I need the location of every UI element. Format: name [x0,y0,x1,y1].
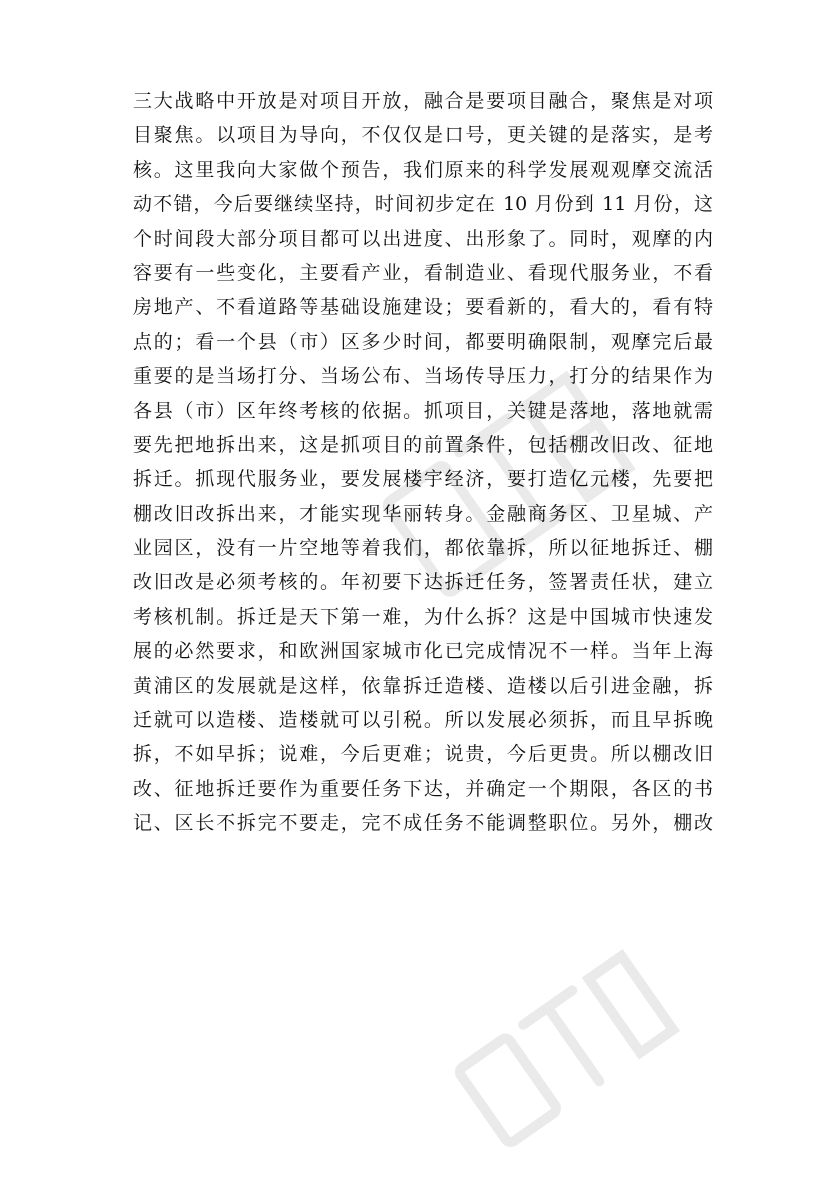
paragraph-line: 动不错，今后要继续坚持，时间初步定在 10 月份到 11 月份，这 [133,193,713,216]
paragraph-line: 重要的是当场打分、当场公布、当场传导压力，打分的结果作为 [133,365,713,388]
paragraph-line: 业园区，没有一片空地等着我们，都依靠拆，所以征地拆迁、棚 [133,537,713,560]
paragraph-line: 拆迁。抓现代服务业，要发展楼宇经济，要打造亿元楼，先要把 [133,468,713,491]
paragraph-line: 容要有一些变化，主要看产业，看制造业、看现代服务业，不看 [133,261,713,284]
paragraph-line: 改旧改是必须考核的。年初要下达拆迁任务，签署责任状，建立 [133,571,713,594]
paragraph-line: 点的；看一个县（市）区多少时间，都要明确限制，观摩完后最 [133,330,713,353]
paragraph-line: 展的必然要求，和欧洲国家城市化已完成情况不一样。当年上海 [133,640,713,663]
paragraph-line: 改、征地拆迁要作为重要任务下达，并确定一个期限，各区的书 [133,777,713,800]
paragraph-line: 考核机制。拆迁是天下第一难，为什么拆？这是中国城市快速发 [133,605,713,628]
paragraph-line: 个时间段大部分项目都可以出进度、出形象了。同时，观摩的内 [133,227,713,250]
paragraph-line: 迁就可以造楼、造楼就可以引税。所以发展必须拆，而且早拆晚 [133,709,713,732]
paragraph-line: 拆，不如早拆；说难，今后更难；说贵，今后更贵。所以棚改旧 [133,743,713,766]
paragraph-line: 房地产、不看道路等基础设施建设；要看新的，看大的，看有特 [133,296,713,319]
paragraph-line: 目聚焦。以项目为导向，不仅仅是口号，更关键的是落实，是考 [133,124,713,147]
paragraph-line: 黄浦区的发展就是这样，依靠拆迁造楼、造楼以后引进金融，拆 [133,674,713,697]
paragraph-line: 棚改旧改拆出来，才能实现华丽转身。金融商务区、卫星城、产 [133,502,713,525]
paragraph-line: 各县（市）区年终考核的依据。抓项目，关键是落地，落地就需 [133,399,713,422]
document-body [133,84,713,841]
paragraph-line: 要先把地拆出来，这是抓项目的前置条件，包括棚改旧改、征地 [133,433,713,456]
paragraph-line: 三大战略中开放是对项目开放，融合是要项目融合，聚焦是对项 [133,90,713,112]
paragraph-line: 记、区长不拆完不要走，完不成任务不能调整职位。另外，棚改 [133,812,713,835]
paragraph-line: 核。这里我向大家做个预告，我们原来的科学发展观观摩交流活 [133,158,713,181]
